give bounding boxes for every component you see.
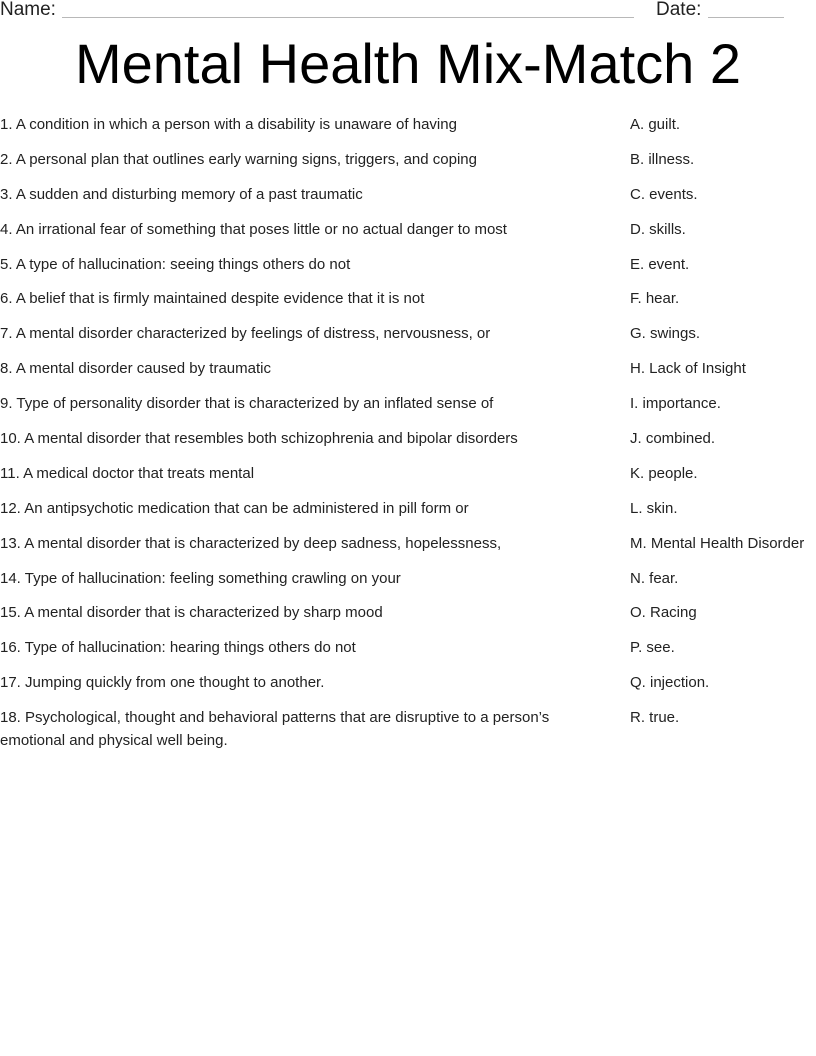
match-row bbox=[0, 462, 816, 497]
match-row bbox=[0, 567, 816, 602]
match-row bbox=[0, 148, 816, 183]
answer-c: C. events. bbox=[630, 185, 698, 203]
name-label: Name: bbox=[0, 0, 56, 20]
clue-10: 10. A mental disorder that resembles both schizophrenia and bipolar disorders bbox=[0, 430, 518, 448]
clue-11: 11. A medical doctor that treats mental bbox=[0, 464, 255, 482]
worksheet-title: Mental Health Mix-Match 2 bbox=[74, 32, 741, 95]
worksheet-header bbox=[0, 0, 816, 24]
clue-3: 3. A sudden and disturbing memory of a past traumatic bbox=[0, 185, 363, 203]
answer-d: D. skills. bbox=[630, 220, 686, 238]
match-row bbox=[0, 322, 816, 357]
clue-6: 6. A belief that is firmly maintained despite evidence that it is not bbox=[0, 290, 425, 308]
name-blank-line[interactable] bbox=[62, 17, 634, 18]
answer-p: P. see. bbox=[630, 639, 675, 657]
answer-f: F. hear. bbox=[630, 290, 680, 308]
match-row bbox=[0, 183, 816, 218]
answer-q: Q. injection. bbox=[630, 674, 710, 692]
answer-k: K. people. bbox=[630, 464, 698, 482]
answer-h: H. Lack of Insight bbox=[630, 360, 746, 378]
answer-o: O. Racing bbox=[630, 604, 697, 622]
match-row bbox=[0, 636, 816, 671]
answer-n: N. fear. bbox=[630, 569, 679, 587]
match-row bbox=[0, 392, 816, 427]
clue-16: 16. Type of hallucination: hearing things others do not bbox=[0, 639, 356, 657]
answer-m: M. Mental Health Disorder bbox=[630, 534, 805, 552]
clue-17: 17. Jumping quickly from one thought to another. bbox=[0, 674, 325, 692]
clue-8: 8. A mental disorder caused by traumatic bbox=[0, 360, 271, 378]
clue-7: 7. A mental disorder characterized by feelings of distress, nervousness, or bbox=[0, 325, 491, 343]
match-row bbox=[0, 671, 816, 706]
answer-l: L. skin. bbox=[630, 499, 678, 517]
answer-e: E. event. bbox=[630, 255, 690, 273]
match-row bbox=[0, 706, 816, 750]
clue-14: 14. Type of hallucination: feeling something crawling on your bbox=[0, 569, 401, 587]
match-row bbox=[0, 497, 816, 532]
clue-12: 12. An antipsychotic medication that can be administered in pill form or bbox=[0, 499, 469, 517]
answer-g: G. swings. bbox=[630, 325, 701, 343]
match-rows bbox=[0, 113, 816, 750]
match-row bbox=[0, 601, 816, 636]
clue-2: 2. A personal plan that outlines early warning signs, triggers, and coping bbox=[0, 150, 477, 168]
date-label: Date: bbox=[656, 0, 702, 20]
match-row bbox=[0, 113, 816, 148]
match-row bbox=[0, 218, 816, 253]
date-blank-line[interactable] bbox=[708, 17, 784, 18]
answer-r: R. true. bbox=[630, 709, 680, 727]
match-row bbox=[0, 357, 816, 392]
clue-15: 15. A mental disorder that is characterized by sharp mood bbox=[0, 604, 383, 622]
answer-a: A. guilt. bbox=[630, 116, 681, 133]
answer-j: J. combined. bbox=[630, 430, 716, 448]
clue-4: 4. An irrational fear of something that poses little or no actual danger to most bbox=[0, 220, 507, 238]
match-row bbox=[0, 427, 816, 462]
clue-13: 13. A mental disorder that is characterized by deep sadness, hopelessness, bbox=[0, 534, 502, 552]
clue-18: 18. Psychological, thought and behavioral patterns that are disruptive to a person’s emotional and physical well being. bbox=[0, 709, 550, 750]
match-row bbox=[0, 287, 816, 322]
match-row bbox=[0, 532, 816, 567]
clue-1: 1. A condition in which a person with a disability is unaware of having bbox=[0, 116, 457, 133]
clue-5: 5. A type of hallucination: seeing things others do not bbox=[0, 255, 351, 273]
match-row bbox=[0, 253, 816, 288]
answer-b: B. illness. bbox=[630, 150, 695, 168]
answer-i: I. importance. bbox=[630, 395, 721, 413]
clue-9: 9. Type of personality disorder that is characterized by an inflated sense of bbox=[0, 395, 494, 413]
